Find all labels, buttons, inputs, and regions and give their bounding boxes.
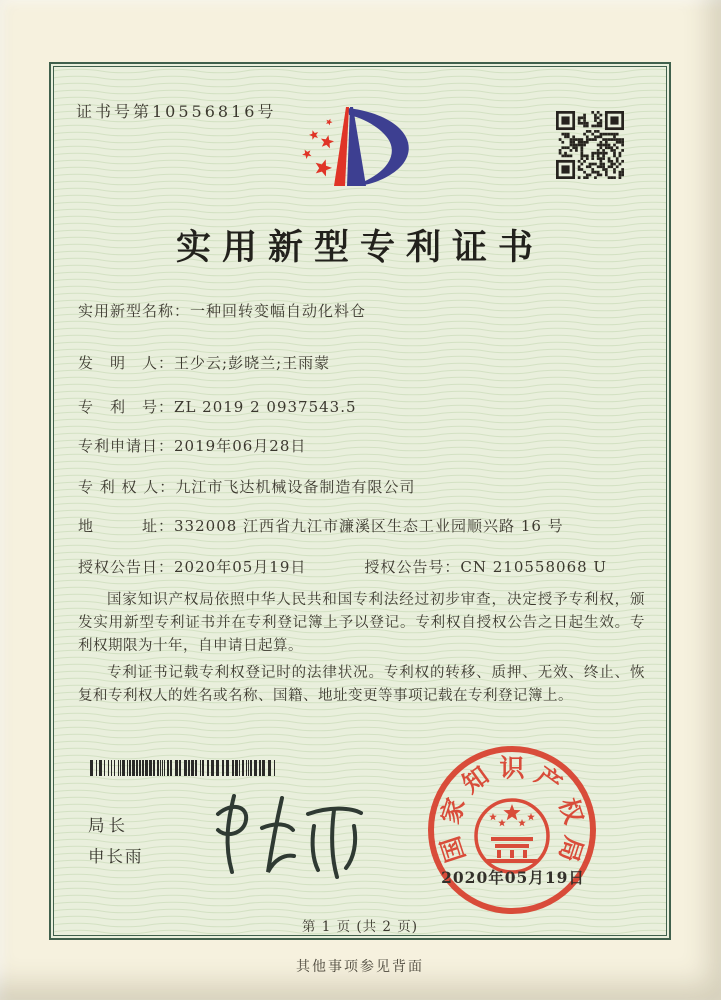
field-value: 332008 江西省九江市濂溪区生态工业园顺兴路 16 号 xyxy=(174,517,564,535)
field-inventors xyxy=(78,352,330,373)
svg-text:知: 知 xyxy=(456,760,495,799)
field-label: 专 利 权 人： xyxy=(78,478,176,496)
svg-text:家: 家 xyxy=(435,794,471,828)
certificate-number: 证书号第10556816号 xyxy=(76,102,277,121)
field-utility-model-name xyxy=(78,300,366,321)
field-label: 实用新型名称： xyxy=(78,302,191,320)
svg-text:国: 国 xyxy=(435,832,471,866)
legal-paragraph-1: 国家知识产权局依照中华人民共和国专利法经过初步审查，决定授予专利权，颁发实用新型专利证书并在专利登记簿上予以登记。专利权自授权公告之日起生效。专利权期限为十年，自申请日起算。 xyxy=(78,592,645,654)
seal-date: 2020年05月19日 xyxy=(441,868,585,887)
field-value: ZL 2019 2 0937543.5 xyxy=(174,398,357,416)
field-value: 2020年05月19日 xyxy=(174,558,307,576)
cnipa-logo-icon xyxy=(293,102,425,197)
svg-text:局: 局 xyxy=(553,832,589,866)
signer-name: 申长雨 xyxy=(88,847,144,866)
signature xyxy=(196,782,368,882)
field-address xyxy=(78,515,564,536)
field-value: 九江市飞达机械设备制造有限公司 xyxy=(175,478,416,496)
signer-title: 局长 xyxy=(88,816,129,835)
page-number: 第 1 页 (共 2 页) xyxy=(301,919,419,935)
grant-no-label: 授权公告号： xyxy=(364,558,461,576)
logo-wedge-red xyxy=(334,107,349,186)
footer-note: 其他事项参见背面 xyxy=(296,959,424,975)
field-application-date xyxy=(78,435,306,456)
field-value: 王少云;彭晓兰;王雨蒙 xyxy=(174,354,331,372)
svg-text:产: 产 xyxy=(529,760,568,799)
field-label: 地 址： xyxy=(78,517,175,535)
certificate-title: 实用新型专利证书 xyxy=(175,227,544,268)
svg-text:识: 识 xyxy=(499,753,525,783)
field-patent-number xyxy=(78,396,357,417)
field-label: 专利申请日： xyxy=(78,437,175,455)
field-value: 2019年06月28日 xyxy=(174,437,307,455)
field-grant-date xyxy=(78,556,607,577)
field-label: 专 利 号： xyxy=(78,398,175,416)
legal-text xyxy=(78,589,645,712)
field-patentee xyxy=(78,476,415,497)
qr-code xyxy=(556,111,624,179)
field-label: 发 明 人： xyxy=(78,354,175,372)
grant-no-value: CN 210558068 U xyxy=(460,558,608,576)
svg-text:权: 权 xyxy=(553,794,589,828)
barcode xyxy=(90,760,275,776)
legal-paragraph-2: 专利证书记载专利权登记时的法律状况。专利权的转移、质押、无效、终止、恢复和专利权人的姓名或名称、国籍、地址变更等事项记载在专利登记簿上。 xyxy=(78,665,645,704)
field-label: 授权公告日： xyxy=(78,558,175,576)
field-value: 一种回转变幅自动化料仓 xyxy=(190,302,367,320)
official-seal xyxy=(423,741,601,919)
